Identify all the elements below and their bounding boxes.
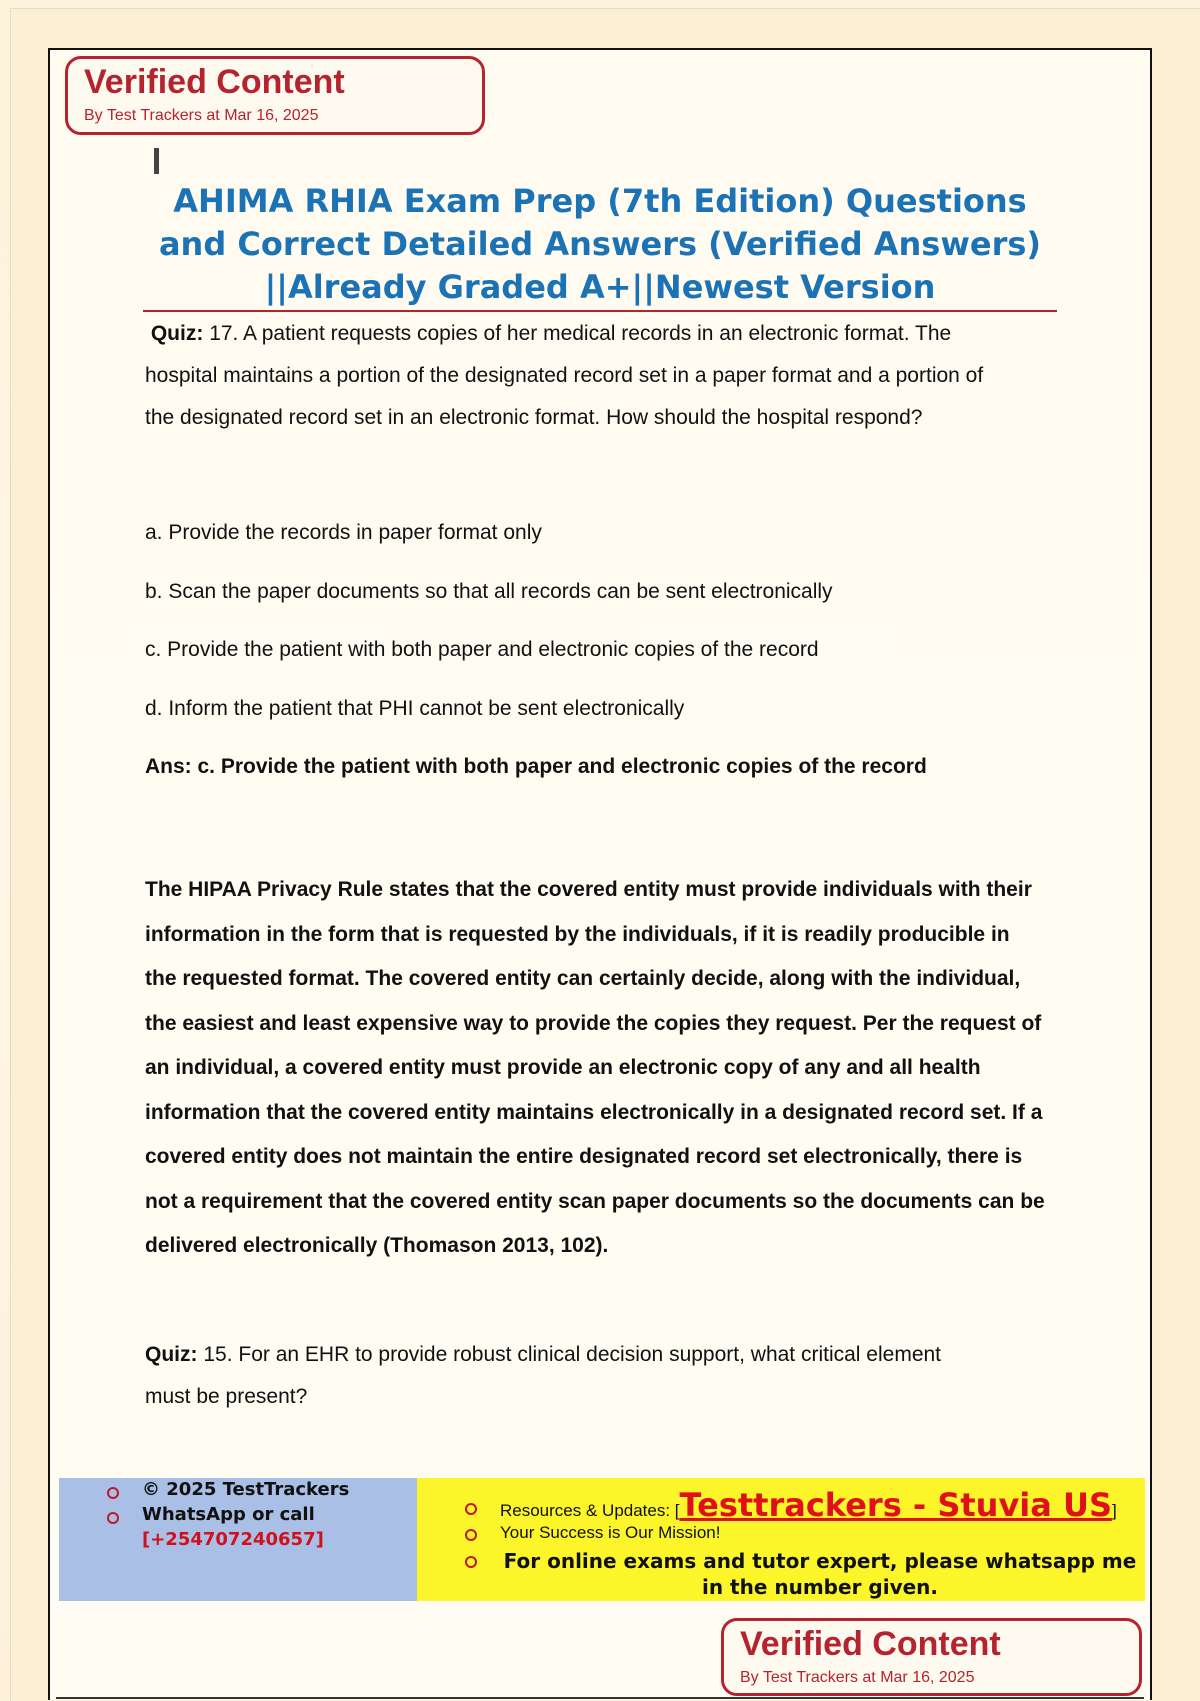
bullet-icon [465,1529,477,1541]
answer-explanation [145,868,1080,1269]
text-cursor-icon [154,148,159,174]
bullet-icon [107,1487,119,1499]
explanation-line: not a requirement that the covered entity scan paper documents so the documents can be [145,1189,1045,1213]
question-line: hospital maintains a portion of the designated record set in a paper format and a portion of [145,364,984,387]
explanation-line: information in the form that is requested by the individuals, if it is readily producible in [145,922,1010,946]
stamp-title: Verified Content [84,63,345,101]
question-line: 17. A patient requests copies of her medical records in an electronic format. The [209,322,952,345]
bullet-icon [107,1512,119,1524]
explanation-line: the requested format. The covered entity can certainly decide, along with the individual, [145,967,1021,990]
option-a: a. Provide the records in paper format only [145,521,542,544]
stuvia-link[interactable]: Testtrackers - Stuvia US [679,1486,1113,1524]
option-d: d. Inform the patient that PHI cannot be sent electronically [145,697,685,720]
answer-line: Ans: c. Provide the patient with both paper and electronic copies of the record [145,755,927,778]
footer-phone[interactable]: [+254707240657] [142,1529,324,1550]
title-divider [143,310,1057,312]
question-line: the designated record set in an electronic format. How should the hospital respond? [145,406,923,429]
verified-stamp-bottom [721,1618,1142,1696]
stamp-subtitle: By Test Trackers at Mar 16, 2025 [740,1669,975,1686]
bullet-icon [465,1556,477,1568]
bullet-icon [465,1503,477,1515]
footer-whatsapp: WhatsApp or call [142,1504,315,1525]
footer-mission: Your Success is Our Mission! [500,1523,721,1542]
question-line: must be present? [145,1385,308,1408]
explanation-line: delivered electronically (Thomason 2013, 102). [145,1234,609,1257]
verified-stamp-top [65,56,485,135]
option-c: c. Provide the patient with both paper and electronic copies of the record [145,638,819,661]
quiz-label: Quiz: [145,1343,198,1366]
explanation-line: covered entity does not maintain the entire designated record set electronically, there is [145,1145,1023,1168]
option-b: b. Scan the paper documents so that all records can be sent electronically [145,580,833,603]
explanation-line: The HIPAA Privacy Rule states that the covered entity must provide individuals with their [145,878,1032,901]
explanation-line: information that the covered entity maintains electronically in a designated record set. If a [145,1100,1043,1124]
resources-label: Resources & Updates: [ [500,1501,680,1520]
explanation-line: the easiest and least expensive way to provide the copies they request. Per the request of [145,1011,1042,1035]
quiz-question-2 [145,1334,1075,1418]
footer-resources [500,1486,1117,1524]
quiz-label: Quiz: [150,322,204,345]
page-title: AHIMA RHIA Exam Prep (7th Edition) Questions and Correct Detailed Answers (Verified Answers) ||Already Graded A+||Newest Version [158,182,1042,306]
question-line: 15. For an EHR to provide robust clinical decision support, what critical element [203,1343,942,1366]
quiz-question-1 [145,313,1075,439]
footer-online-note: For online exams and tutor expert, please whatsapp me in the number given. [503,1549,1137,1599]
bottom-divider [56,1697,1144,1699]
resources-bracket: ] [1112,1501,1117,1520]
stamp-subtitle: By Test Trackers at Mar 16, 2025 [84,107,319,124]
explanation-line: an individual, a covered entity must provide an electronic copy of any and all health [145,1056,981,1079]
footer-copyright: © 2025 TestTrackers [142,1479,350,1500]
stamp-title: Verified Content [740,1625,1001,1663]
